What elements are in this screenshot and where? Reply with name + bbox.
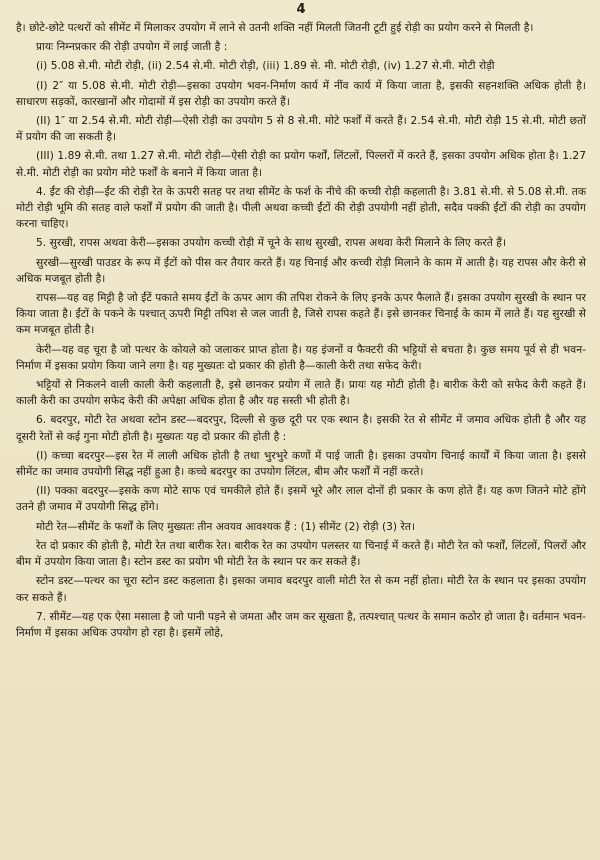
paragraph-raps: रापस—यह वह मिट्टी है जो ईंटें पकाते समय ईंटों के ऊपर आग की तपिश रोकने के लिए इनके ऊपर फैलाते हैं। इसका उपयोग सुरखी के स्थान पर किया जाता है। ईंटों के पकने के पश्चात् ऊपरी मिट्टी तपिश से जल जाती है, जिसे रापस कहते हैं। इसे छानकर चिनाई के काम में लाते हैं। यह सुरखी से कम मजबूत होती है।	[16, 292, 586, 337]
paragraph-cement: 7. सीमेंट—यह एक ऐसा मसाला है जो पानी पड़ने से जमता और जम कर सूखता है, तत्पश्चात् पत्थर के समान कठोर हो जाता है। वर्तमान भवन-निर्माण में इसका अधिक उपयोग हो रहा है। इसमें लोहे,	[16, 610, 586, 639]
paragraph-keri-types: भट्टियों से निकलने वाली काली केरी कहलाती है, इसे छानकर प्रयोग में लाते हैं। प्रायः यह मोटी होती है। बारीक केरी को सफेद केरी कहते हैं। काली केरी का उपयोग सफेद केरी की अपेक्षा अधिक होता है और यह सस्ती भी होती है।	[16, 379, 586, 408]
paragraph-intro-types: प्रायः निम्नप्रकार की रोड़ी उपयोग में लाई जाती है :	[36, 41, 228, 54]
paragraph-type-iii: (III) 1.89 से.मी. तथा 1.27 से.मी. मोटी रोड़ी—ऐसी रोड़ी का प्रयोग फर्शों, लिंटलों, पिल्लरों में करते हैं, इसका उपयोग अधिक होता है। 1.27 से.मी. मोटी रोड़ी का प्रयोग मोटे फर्शों के बनाने में किया जाता है।	[16, 150, 586, 179]
paragraph-continuation: है। छोटे-छोटे पत्थरों को सीमेंट में मिलाकर उपयोग में लाने से उतनी शक्ति नहीं मिलती जितनी टूटी हुई रोड़ी का प्रयोग करने से मिलती है।	[16, 22, 534, 34]
paragraph-surkhi: सुरखी—सुरखी पाउडर के रूप में ईंटों को पीस कर तैयार करते हैं। यह चिनाई और कच्ची रोड़ी मिलाने के काम में आती है। यह रापस और केरी से अधिक मजबूत होती है।	[16, 256, 586, 285]
page-number: 4	[296, 2, 306, 17]
paragraph-brick-aggregate: 4. ईंट की रोड़ी—ईंट की रोड़ी रेत के ऊपरी सतह पर तथा सीमेंट के फर्श के नीचे की कच्ची रोड़ी कहलाती है। 3.81 से.मी. से 5.08 से.मी. तक मोटी रोड़ी भूमि की सतह वाले फर्शों में प्रयोग की जाती है। पीली अथवा कच्ची ईंटों की रोड़ी उपयोगी नहीं होती, सदैव पक्की ईंटों की रोड़ी का उपयोग करना चाहिए।	[16, 185, 586, 231]
paragraph-coarse-sand: मोटी रेत—सीमेंट के फर्शों के लिए मुख्यतः तीन अवयव आवश्यक हैं : (1) सीमेंट (2) रोड़ी (3) रेत।	[36, 520, 416, 533]
paragraph-size-list: (i) 5.08 से.मी. मोटी रोड़ी, (ii) 2.54 से.मी. मोटी रोड़ी, (iii) 1.89 से. मी. मोटी रोड़ी, (iv) 1.27 से.मी. मोटी रोड़ी	[36, 60, 495, 73]
paragraph-pakka-badarpur: (II) पक्का बदरपुर—इसके कण मोटे साफ एवं चमकीले होते हैं। इसमें भूरे और लाल दोनों ही प्रकार के कण होते हैं। यह कण जितने मोटे होंगे उतने ही जमाव में उपयोगी सिद्ध होंगे।	[16, 485, 586, 514]
paragraph-raw-badarpur: (I) कच्चा बदरपुर—इस रेत में लाली अधिक होती है तथा भुरभुरे कणों में पाई जाती है। इसका उपयोग चिनाई कार्यों में किया जाता है। इससे सीमेंट का जमाव उपयोगी सिद्ध नहीं हुआ है। कच्चे बदरपुर का उपयोग लिंटल, बीम और फर्शों में नहीं करते।	[16, 449, 586, 479]
paragraph-badarpur: 6. बदरपुर, मोटी रेत अथवा स्टोन डस्ट—बदरपुर, दिल्ली से कुछ दूरी पर एक स्थान है। इसकी रेत से सीमेंट में जमाव अधिक होती है और यह दूसरी रेतों से कई गुना मोटी होती है। मुख्यतः यह दो प्रकार की होती है :	[16, 414, 586, 443]
paragraph-sand-types: रेत दो प्रकार की होती है, मोटी रेत तथा बारीक रेत। बारीक रेत का उपयोग पलस्तर या चिनाई में करते हैं। मोटी रेत को फर्शों, लिंटलों, पिलरों और बीम में उपयोग किया जाता है। स्टोन डस्ट का प्रयोग भी मोटी रेत के स्थान पर कर सकते हैं।	[16, 539, 586, 569]
paragraph-stone-dust: स्टोन डस्ट—पत्थर का चूरा स्टोन डस्ट कहलाता है। इसका जमाव बदरपुर वाली मोटी रेत से कम नहीं होता। मोटी रेत के स्थान पर इसका उपयोग कर सकते हैं।	[16, 575, 586, 604]
paragraph-keri: केरी—यह वह चूरा है जो पत्थर के कोयले को जलाकर प्राप्त होता है। यह इंजनों व फैक्टरी की भट्टियों से बचता है। कुछ समय पूर्व से ही भवन-निर्माण में इसका प्रयोग किया जाने लगा है। यह मुख्यतः दो प्रकार की होती है—काली केरी तथा सफेद केरी।	[16, 343, 586, 372]
paragraph-surkhi-raps-keri: 5. सुरखी, रापस अथवा केरी—इसका उपयोग कच्ची रोड़ी में चूने के साथ सुरखी, रापस अथवा केरी मिलाने के लिए करते हैं।	[36, 237, 507, 250]
paragraph-type-ii: (II) 1″ या 2.54 से.मी. मोटी रोड़ी—ऐसी रोड़ी का उपयोग 5 से 8 से.मी. मोटे फर्शों में करते हैं। 2.54 से.मी. मोटी रोड़ी 15 से.मी. मोटी छतों में प्रयोग की जा सकती है।	[16, 115, 586, 144]
paragraph-type-i: (I) 2″ या 5.08 से.मी. मोटी रोड़ी—इसका उपयोग भवन-निर्माण कार्य में नींव कार्य में किया जाता है, इसकी सहनशक्ति अधिक होती है। साधारण सड़कों, कारखानों और गोदामों में इस रोड़ी का उपयोग करते हैं।	[16, 79, 586, 108]
